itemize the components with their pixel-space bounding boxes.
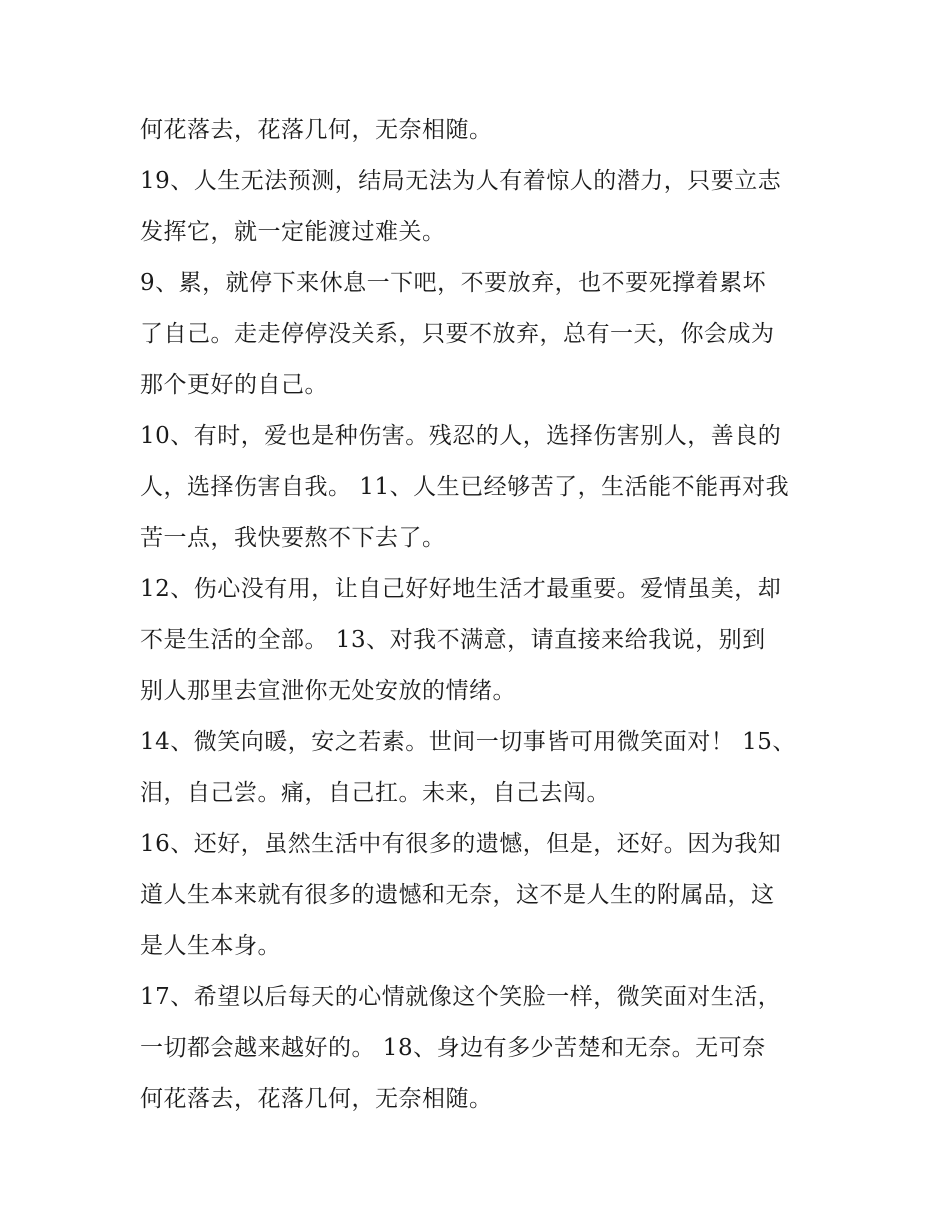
- text-line: 10、有时，爱也是种伤害。残忍的人，选择伤害别人，善良的: [140, 423, 782, 449]
- text-line: 了自己。走走停停没关系，只要不放弃，总有一天，你会成为: [140, 321, 775, 347]
- text-line: 苦一点，我快要熬不下去了。: [140, 525, 446, 551]
- text-line: 别人那里去宣泄你无处安放的情绪。: [140, 678, 516, 704]
- text-line: 泪，自己尝。痛，自己扛。未来，自己去闯。: [140, 780, 610, 806]
- text-line: 9、累，就停下来休息一下吧，不要放弃，也不要死撑着累坏: [140, 270, 767, 296]
- text-line: 发挥它，就一定能渡过难关。: [140, 219, 446, 245]
- text-line: 17、希望以后每天的心情就像这个笑脸一样，微笑面对生活，: [140, 984, 782, 1010]
- text-line: 一切都会越来越好的。 18、身边有多少苦楚和无奈。无可奈: [140, 1035, 766, 1061]
- text-line: 19、人生无法预测，结局无法为人有着惊人的潜力，只要立志: [140, 168, 782, 194]
- text-line: 16、还好，虽然生活中有很多的遗憾，但是，还好。因为我知: [140, 831, 782, 857]
- text-line: 何花落去，花落几何，无奈相随。: [140, 1086, 493, 1112]
- text-line: 道人生本来就有很多的遗憾和无奈，这不是人生的附属品，这: [140, 882, 775, 908]
- text-line: 14、微笑向暖，安之若素。世间一切事皆可用微笑面对！ 15、: [140, 729, 796, 755]
- text-line: 那个更好的自己。: [140, 372, 328, 398]
- document-body: [140, 105, 820, 1125]
- text-line: 不是生活的全部。 13、对我不满意，请直接来给我说，别到: [140, 627, 766, 653]
- text-line: 人，选择伤害自我。 11、人生已经够苦了，生活能不能再对我: [140, 474, 790, 500]
- text-line: 12、伤心没有用，让自己好好地生活才最重要。爱情虽美，却: [140, 576, 782, 602]
- text-line: 是人生本身。: [140, 933, 281, 959]
- text-line: 何花落去，花落几何，无奈相随。: [140, 117, 493, 143]
